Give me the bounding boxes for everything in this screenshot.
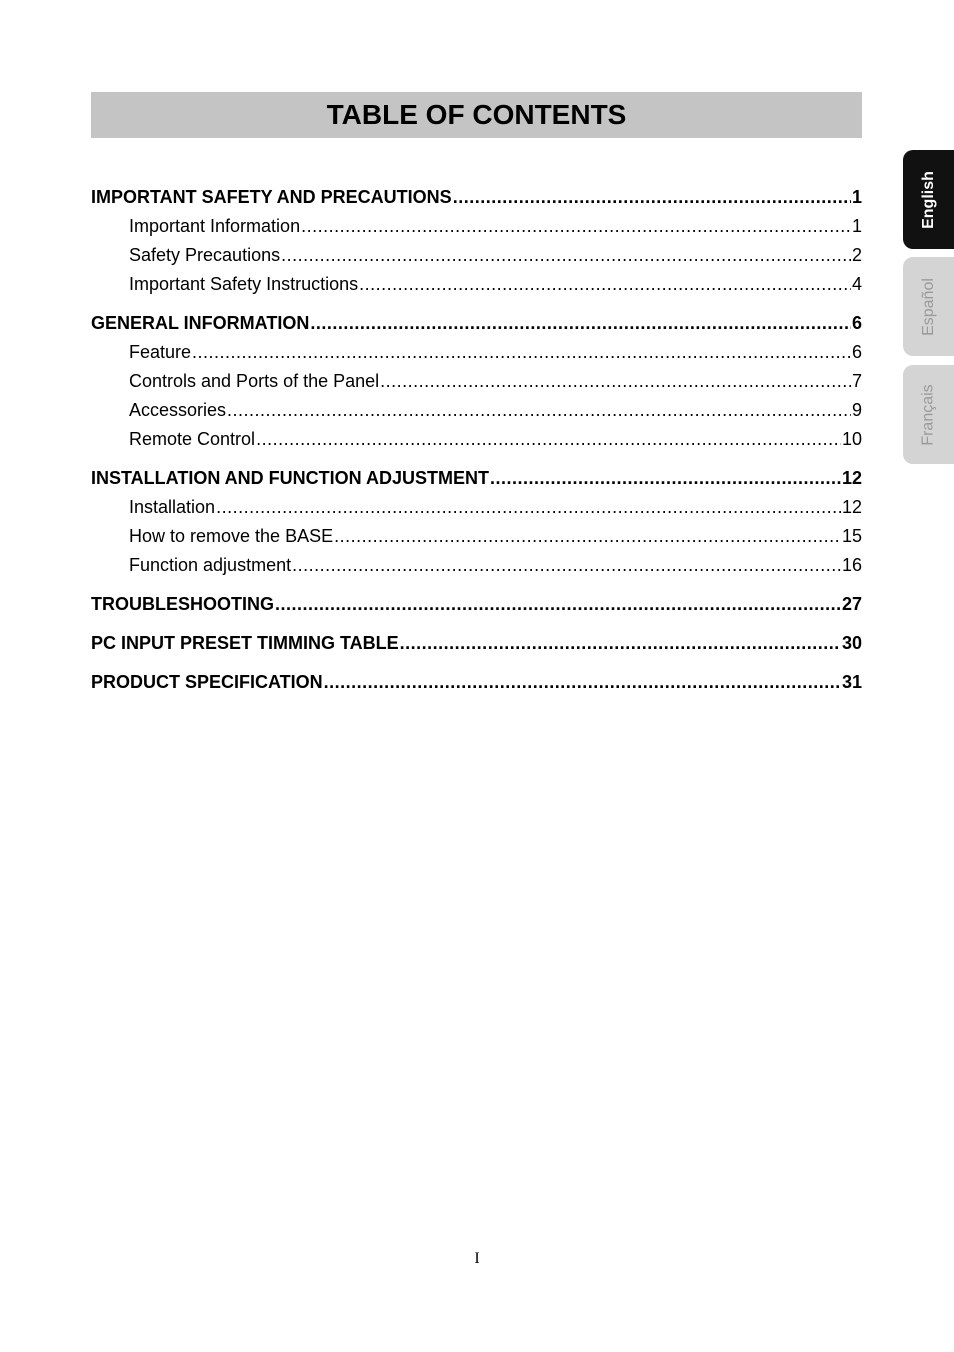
- dot-leader: [281, 241, 851, 270]
- toc-entry-label: Accessories: [129, 400, 227, 420]
- toc-entry[interactable]: [91, 183, 862, 212]
- toc-entry-page: 7: [851, 371, 862, 391]
- table-of-contents: [91, 183, 862, 697]
- toc-entry-page: 31: [841, 672, 862, 692]
- tab-english-label: English: [919, 170, 937, 229]
- toc-entry-page: 2: [851, 245, 862, 265]
- tab-espanol-label: Español: [919, 277, 937, 336]
- tab-espanol[interactable]: [903, 257, 954, 356]
- dot-leader: [292, 551, 841, 580]
- toc-entry-page: 27: [841, 594, 862, 614]
- toc-entry-label: TROUBLESHOOTING: [91, 594, 274, 614]
- toc-entry-label: Function adjustment: [129, 555, 292, 575]
- toc-entry-label: GENERAL INFORMATION: [91, 313, 310, 333]
- toc-entry-label: PC INPUT PRESET TIMMING TABLE: [91, 633, 399, 653]
- toc-entry-label: Controls and Ports of the Panel: [129, 371, 380, 391]
- toc-entry-page: 12: [841, 468, 862, 488]
- dot-leader: [275, 590, 841, 619]
- toc-entry[interactable]: [91, 367, 862, 396]
- dot-leader: [301, 212, 851, 241]
- dot-leader: [380, 367, 851, 396]
- toc-entry[interactable]: [91, 338, 862, 367]
- toc-entry-page: 12: [841, 497, 862, 517]
- toc-entry-label: Feature: [129, 342, 192, 362]
- toc-entry-page: 9: [851, 400, 862, 420]
- dot-leader: [324, 668, 841, 697]
- tab-francais-label: Français: [919, 383, 937, 446]
- toc-entry[interactable]: [91, 241, 862, 270]
- toc-entry-page: 6: [851, 342, 862, 362]
- dot-leader: [192, 338, 851, 367]
- toc-entry[interactable]: [91, 590, 862, 619]
- dot-leader: [216, 493, 841, 522]
- toc-entry-page: 1: [851, 216, 862, 236]
- toc-entry[interactable]: [91, 212, 862, 241]
- dot-leader: [490, 464, 841, 493]
- page-title: TABLE OF CONTENTS: [326, 99, 627, 130]
- toc-entry[interactable]: [91, 425, 862, 454]
- toc-entry-page: 16: [841, 555, 862, 575]
- toc-entry-label: Important Information: [129, 216, 301, 236]
- toc-entry[interactable]: [91, 464, 862, 493]
- tab-english[interactable]: [903, 150, 954, 249]
- toc-entry-label: PRODUCT SPECIFICATION: [91, 672, 323, 692]
- toc-entry-page: 10: [841, 429, 862, 449]
- dot-leader: [310, 309, 851, 338]
- toc-entry-label: Installation: [129, 497, 216, 517]
- toc-entry-page: 30: [841, 633, 862, 653]
- toc-entry[interactable]: [91, 396, 862, 425]
- toc-entry[interactable]: [91, 309, 862, 338]
- dot-leader: [400, 629, 841, 658]
- toc-entry[interactable]: [91, 270, 862, 299]
- toc-entry-label: How to remove the BASE: [129, 526, 334, 546]
- dot-leader: [453, 183, 851, 212]
- dot-leader: [256, 425, 841, 454]
- toc-entry[interactable]: [91, 551, 862, 580]
- toc-entry-page: 1: [851, 187, 862, 207]
- toc-entry-label: INSTALLATION AND FUNCTION ADJUSTMENT: [91, 468, 489, 488]
- tab-francais[interactable]: [903, 365, 954, 464]
- toc-entry-page: 4: [851, 274, 862, 294]
- toc-entry-label: Remote Control: [129, 429, 256, 449]
- toc-entry[interactable]: [91, 629, 862, 658]
- toc-entry-page: 6: [851, 313, 862, 333]
- page-number: I: [474, 1250, 480, 1267]
- dot-leader: [334, 522, 841, 551]
- toc-entry-label: Safety Precautions: [129, 245, 281, 265]
- toc-entry[interactable]: [91, 668, 862, 697]
- toc-entry[interactable]: [91, 493, 862, 522]
- toc-entry-label: Important Safety Instructions: [129, 274, 359, 294]
- toc-entry[interactable]: [91, 522, 862, 551]
- dot-leader: [359, 270, 851, 299]
- toc-entry-label: IMPORTANT SAFETY AND PRECAUTIONS: [91, 187, 452, 207]
- title-banner: [91, 92, 862, 138]
- toc-entry-page: 15: [841, 526, 862, 546]
- dot-leader: [227, 396, 851, 425]
